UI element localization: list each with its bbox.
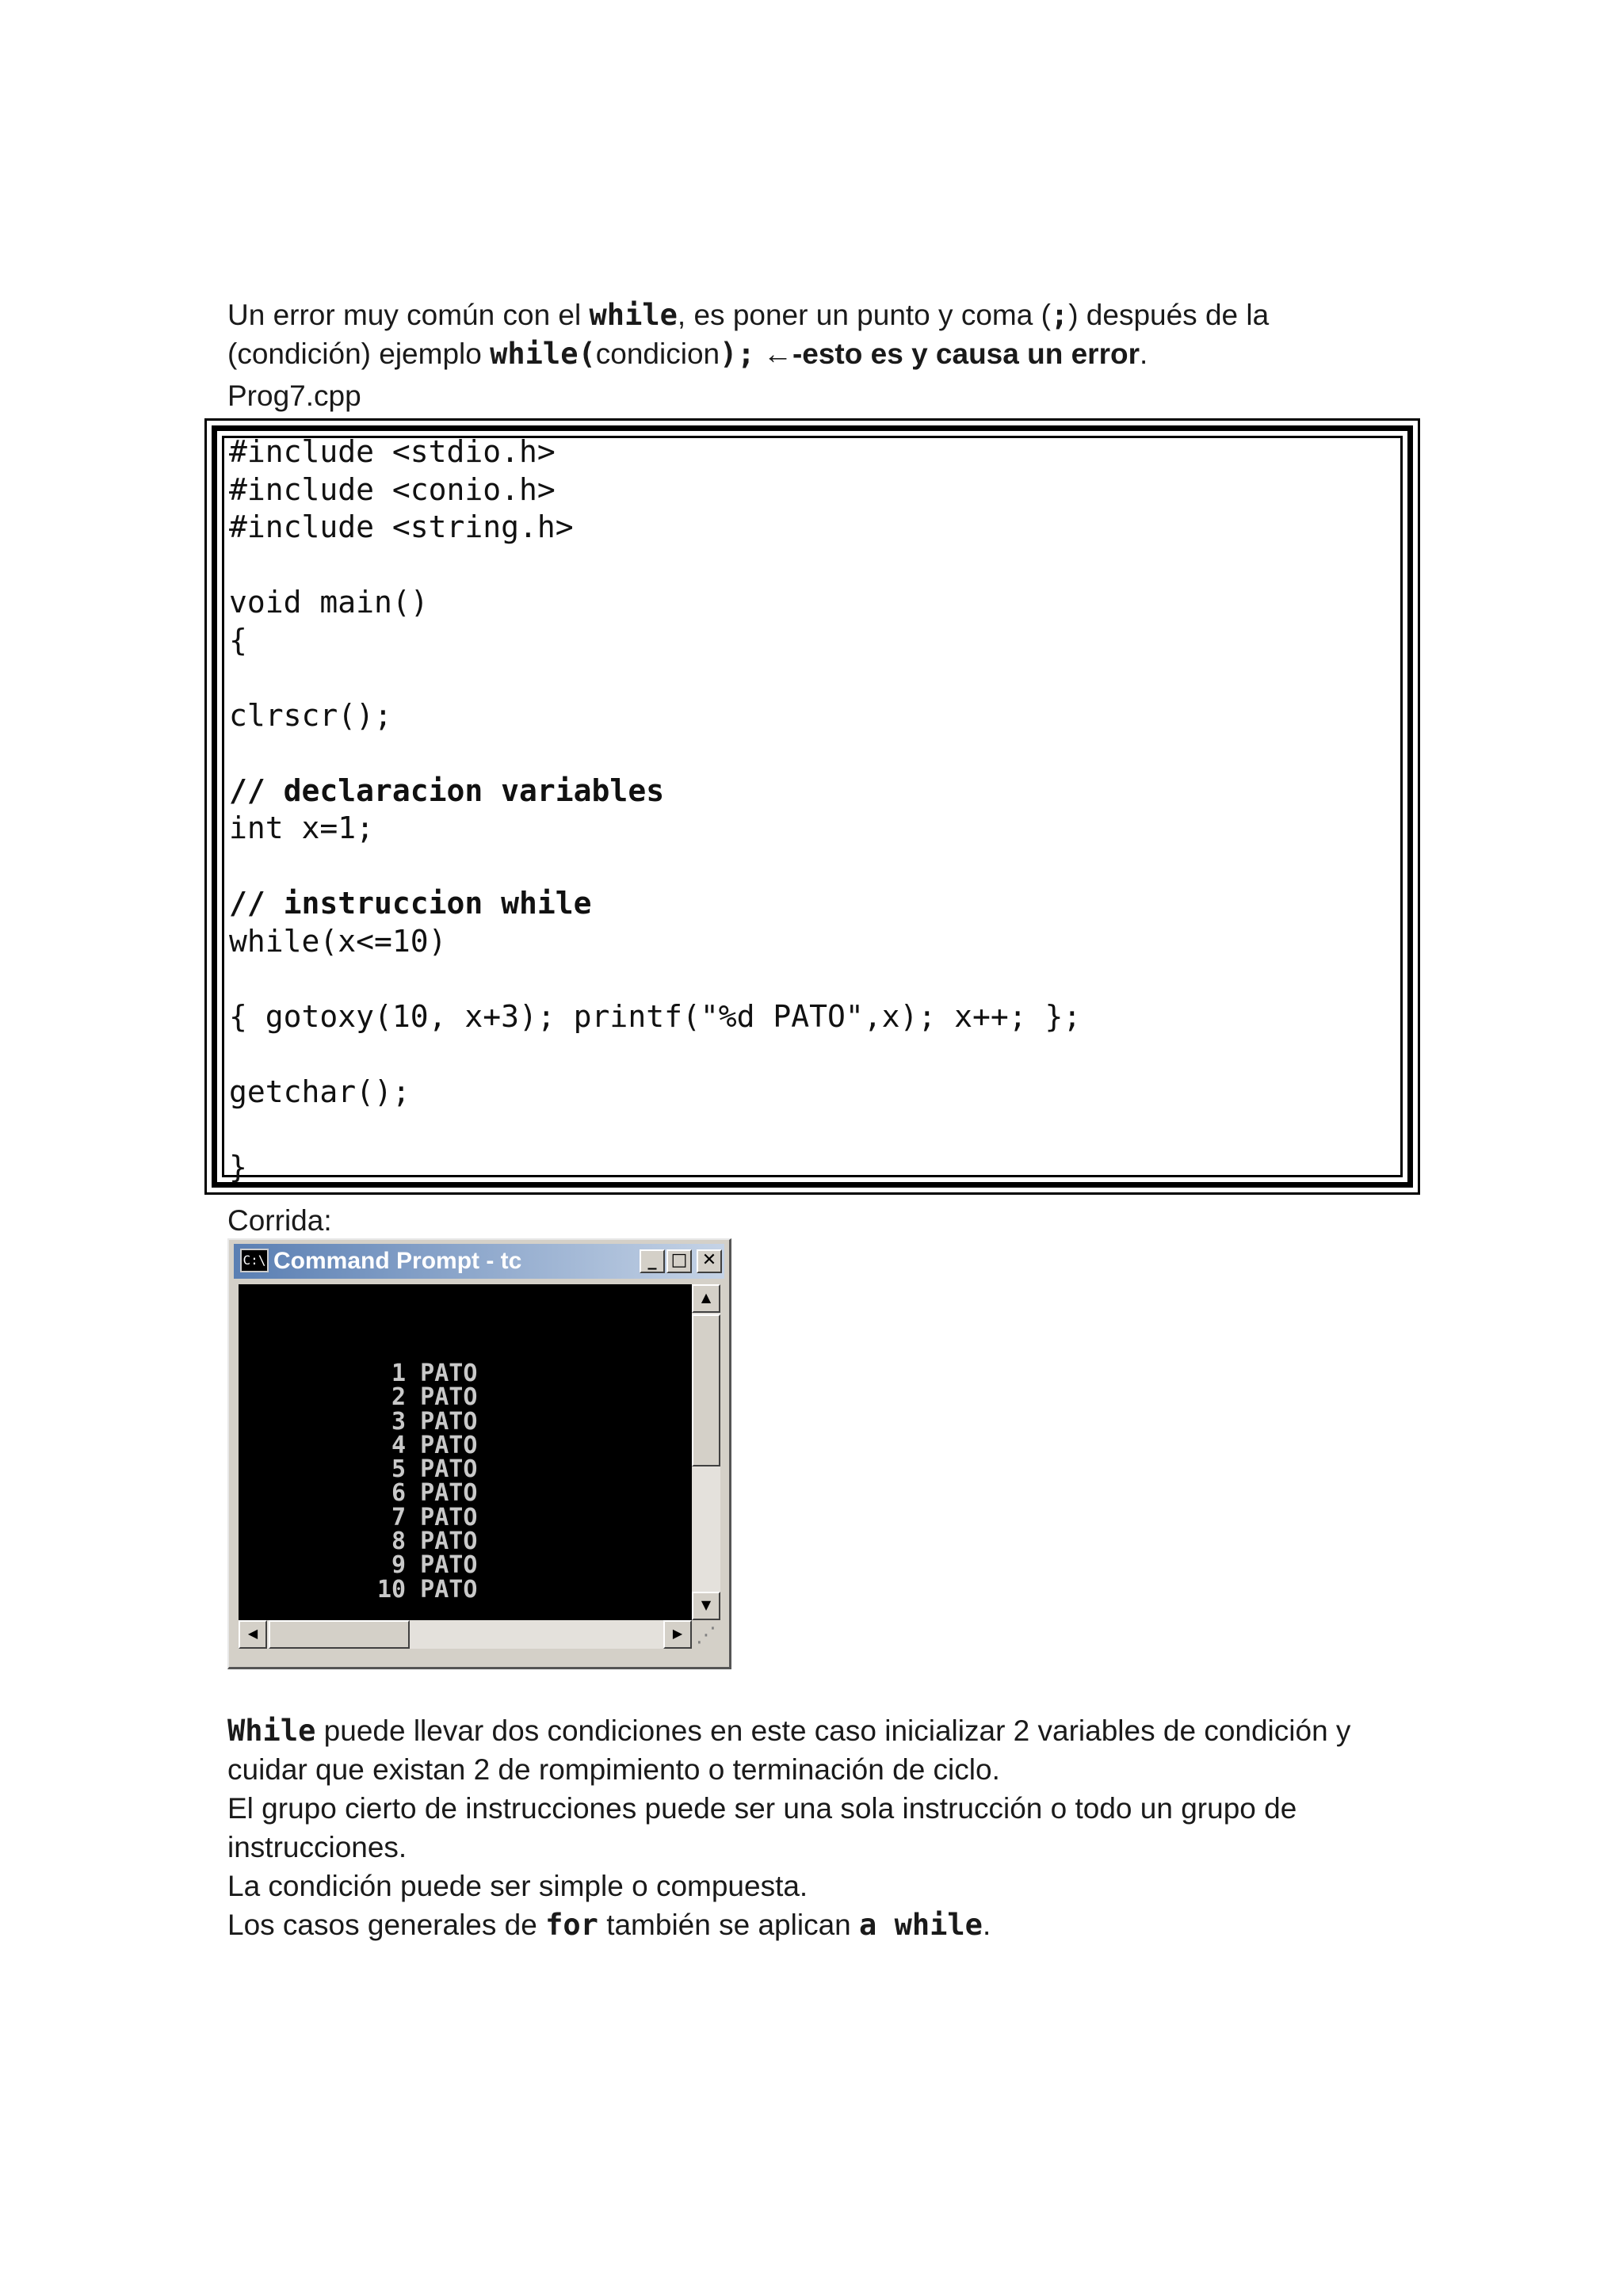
minimize-button[interactable]: _ [640,1249,665,1273]
code-line: { [229,622,247,658]
note-for-text-1: Los casos generales de [227,1909,546,1941]
note-for-text-2: también se aplican [598,1909,860,1941]
note-instruction-group: El grupo cierto de instrucciones puede ser una sola instrucción o todo un grupo de instrucciones. [227,1792,1297,1863]
console-output-line: 8 PATO [377,1527,478,1556]
console-output-line: 9 PATO [377,1551,478,1580]
title-bar[interactable] [234,1244,724,1279]
code-line: } [229,1149,247,1184]
filename-label: Prog7.cpp [227,379,361,412]
code-line: // declaracion variables [229,772,665,808]
intro-text-3: ) después de la (condición) ejemplo [227,299,1270,370]
code-listing [229,433,1081,1186]
code-line: void main() [229,585,429,620]
note-while-conditions-text: puede llevar dos condiciones en este caso inicializar 2 variables de condición y cuidar que existan 2 de rompimiento o terminación de ciclo. [227,1714,1351,1786]
console-app-icon[interactable]: C:\ [240,1249,269,1272]
code-line: int x=1; [229,810,375,845]
horizontal-scroll-thumb[interactable] [269,1620,410,1649]
code-line: #include <string.h> [229,509,574,544]
run-label: Corrida: [227,1204,332,1237]
intro-text-2: , es poner un punto y coma ( [677,299,1051,331]
code-line [229,659,1081,697]
code-line: clrscr(); [229,697,392,733]
console-output-line: 7 PATO [377,1503,478,1531]
notes-section [227,1711,1432,1944]
code-line: #include <stdio.h> [229,434,556,469]
console-output-line: 4 PATO [377,1431,478,1459]
code-line: #include <conio.h> [229,471,556,507]
intro-paragraph [227,296,1416,373]
code-line: while(x<=10) [229,923,447,959]
keyword-while: while [589,298,678,332]
code-listing-box [204,418,1420,1195]
console-output-line: 10 PATO [377,1575,478,1604]
code-line: getchar(); [229,1074,411,1109]
console-output-line: 1 PATO [377,1360,478,1387]
keyword-for: for [545,1908,598,1942]
semicolon-symbol: ; [1050,298,1069,332]
scroll-up-arrow-icon[interactable]: ▲ [692,1284,720,1313]
note-for-cases [227,1905,1432,1944]
console-output-line: 5 PATO [377,1455,478,1484]
horizontal-scrollbar[interactable] [239,1620,692,1649]
intro-text-4: condicion [595,338,720,370]
maximize-button[interactable]: □ [666,1249,692,1273]
code-line [229,734,1081,772]
scroll-right-arrow-icon[interactable]: ▶ [663,1620,692,1649]
vertical-scrollbar[interactable] [692,1284,720,1620]
intro-text-5: . [1139,338,1148,370]
scroll-left-arrow-icon[interactable]: ◀ [239,1620,267,1649]
close-button[interactable]: ✕ [697,1249,722,1273]
keyword-a-while: a while [859,1908,983,1942]
code-while-open: while( [490,337,596,371]
error-warning: ←-esto es y causa un error [754,338,1140,370]
window-title: Command Prompt - tc [273,1248,522,1274]
intro-text-1: Un error muy común con el [227,299,590,331]
note-condition-type: La condición puede ser simple o compuesta. [227,1870,808,1902]
code-line [229,1111,1081,1149]
console-output-area[interactable] [239,1284,692,1620]
console-output-line: 2 PATO [377,1383,478,1412]
code-line [229,848,1081,886]
console-output-lines [377,1362,477,1602]
note-while-conditions [227,1711,1432,1789]
scroll-down-arrow-icon[interactable]: ▼ [692,1592,720,1620]
vertical-scroll-thumb[interactable] [692,1314,720,1466]
code-line [229,547,1081,585]
resize-grip-icon[interactable]: ⋰ [692,1620,720,1649]
console-output-line: 3 PATO [377,1407,478,1436]
note-for-text-3: . [982,1909,991,1941]
code-line: { gotoxy(10, x+3); printf("%d PATO",x); x++; }; [229,998,1082,1034]
code-line [229,1035,1081,1074]
keyword-while-capital: While [227,1714,316,1748]
code-line: // instruccion while [229,886,592,921]
code-while-close: ); [720,337,755,371]
command-prompt-window [227,1238,731,1669]
console-output-line: 6 PATO [377,1479,478,1508]
code-line [229,960,1081,998]
